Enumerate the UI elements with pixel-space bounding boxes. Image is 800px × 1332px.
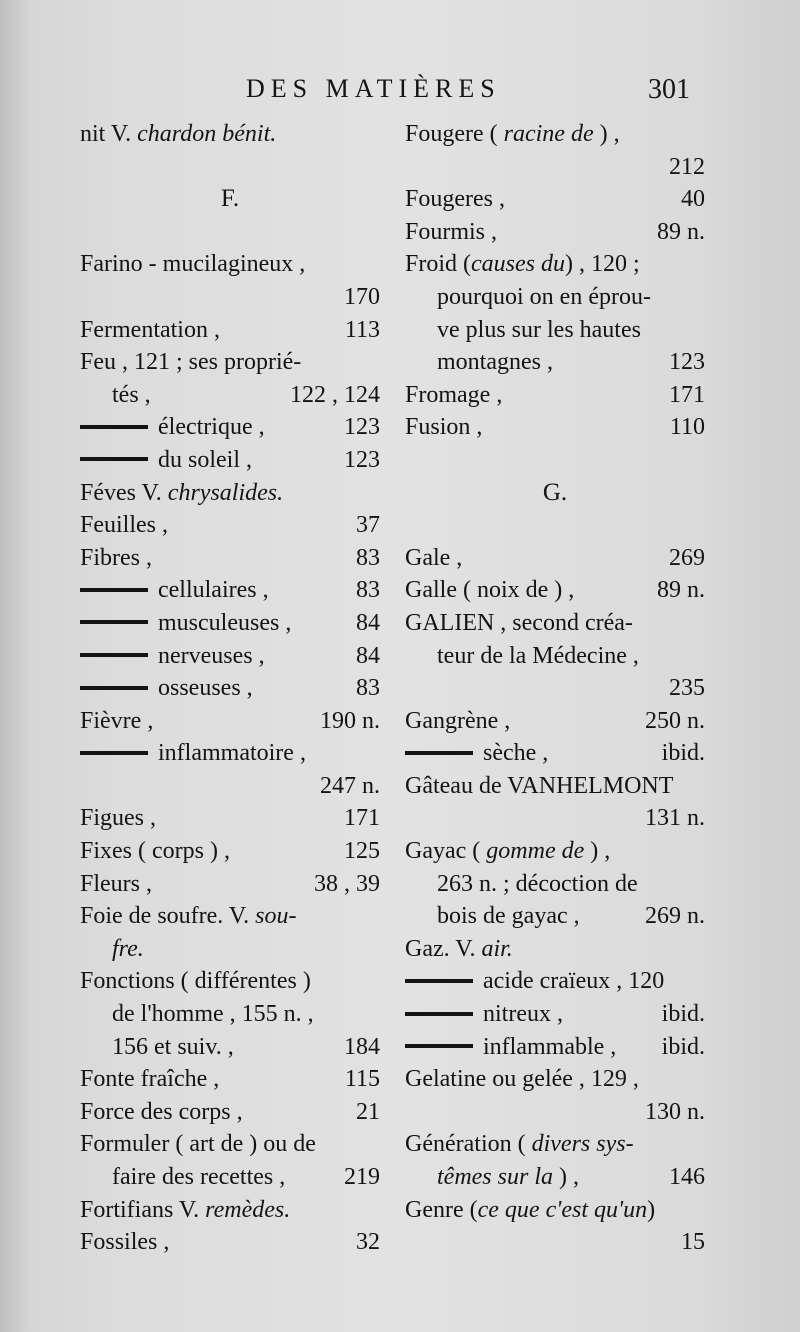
- index-entry-line: [80, 379, 380, 412]
- page-reference: 40: [681, 186, 705, 213]
- index-entry-line: [405, 216, 705, 249]
- index-entry-line: [80, 574, 380, 607]
- entry-text: Galle ( noix de ) ,: [405, 577, 575, 604]
- index-entry-line: [80, 118, 380, 151]
- index-entry-line: [80, 1128, 380, 1161]
- index-entry-line: [80, 672, 380, 705]
- index-entry-line: [405, 672, 705, 705]
- ditto-dash-mark: [80, 588, 148, 592]
- page-reference: 130 n.: [645, 1098, 705, 1125]
- page-reference: 212: [669, 153, 705, 180]
- entry-italic-text: chardon bénit.: [137, 121, 277, 147]
- entry-text: Feu , 121 ; ses proprié-: [80, 349, 302, 376]
- entry-text: Fibres ,: [80, 544, 152, 571]
- page-reference: 235: [669, 675, 705, 702]
- page-reference: ibid.: [661, 1001, 705, 1028]
- index-entry-line: [405, 1161, 705, 1194]
- page-reference: 113: [344, 316, 380, 343]
- page-reference: 125: [344, 838, 380, 865]
- entry-text: faire des recettes ,: [112, 1164, 286, 1190]
- entry-text: Genre (: [405, 1196, 478, 1223]
- page-reference: ibid.: [661, 1033, 705, 1060]
- index-entry-line: [80, 705, 380, 738]
- index-entry-line: [80, 248, 380, 281]
- index-entry-line: [405, 737, 705, 770]
- entry-text: Fonctions ( différentes ): [80, 968, 311, 995]
- entry-tail-text: ) ,: [553, 1164, 579, 1190]
- index-entry-line: [405, 346, 705, 379]
- entry-text: Féves V.: [80, 479, 168, 506]
- index-column-left: [80, 118, 380, 1259]
- index-entry-line: [80, 933, 380, 966]
- page-reference: 123: [344, 446, 380, 473]
- entry-text: G.: [542, 478, 568, 506]
- index-entry-line: [405, 900, 705, 933]
- index-entry-line: [405, 1128, 705, 1161]
- page-reference: 89 n.: [657, 218, 705, 245]
- ditto-dash-mark: [80, 686, 148, 690]
- entry-italic-text: racine de: [503, 121, 594, 147]
- index-entry-line: [80, 1063, 380, 1096]
- page-reference: 269: [669, 544, 705, 571]
- page-reference: 110: [669, 414, 705, 441]
- entry-tail-text: ) , 120 ;: [564, 251, 640, 278]
- page-reference: 38 , 39: [314, 870, 380, 897]
- entry-text: Fermentation ,: [80, 316, 220, 343]
- page-reference: 84: [356, 609, 380, 636]
- entry-text: Gaz. V.: [405, 935, 482, 962]
- index-entry-line: [405, 1031, 705, 1064]
- entry-text: Fromage ,: [405, 381, 503, 408]
- entry-text: 263 n. ; décoction de: [437, 870, 638, 897]
- entry-italic-text: têmes sur la: [437, 1164, 553, 1190]
- ditto-dash-mark: [80, 425, 148, 429]
- page-reference: 146: [669, 1164, 705, 1190]
- entry-text: Gayac (: [405, 838, 487, 865]
- index-entry-line: [80, 868, 380, 901]
- entry-text: du soleil ,: [158, 446, 252, 473]
- page-reference: 123: [669, 349, 705, 376]
- blank-line: [80, 216, 380, 249]
- entry-text: musculeuses ,: [158, 609, 292, 636]
- index-entry-line: [80, 1096, 380, 1129]
- entry-text: Fortifians V.: [80, 1196, 206, 1223]
- index-entry-line: [405, 933, 705, 966]
- ditto-dash-mark: [80, 751, 148, 755]
- index-entry-line: [80, 965, 380, 998]
- entry-text: nit V.: [80, 121, 138, 147]
- ditto-dash-mark: [405, 1044, 473, 1048]
- entry-text: inflammable ,: [483, 1033, 617, 1060]
- page-reference: 171: [669, 381, 705, 408]
- index-entry-line: [405, 542, 705, 575]
- index-entry-line: [80, 444, 380, 477]
- index-entry-line: [405, 607, 705, 640]
- entry-text: osseuses ,: [158, 675, 253, 702]
- index-entry-line: [80, 477, 380, 510]
- entry-italic-text: air.: [481, 935, 513, 962]
- index-entry-line: [405, 1096, 705, 1129]
- page-reference: 32: [356, 1229, 380, 1256]
- index-entry-line: [405, 998, 705, 1031]
- entry-text: cellulaires ,: [158, 577, 269, 604]
- entry-text: sèche ,: [483, 740, 549, 767]
- entry-text: électrique ,: [158, 414, 265, 441]
- ditto-dash-mark: [80, 653, 148, 657]
- page-reference: 37: [356, 512, 380, 539]
- index-entry-line: [80, 542, 380, 575]
- blank-line: [80, 151, 380, 184]
- entry-italic-text: remèdes.: [205, 1196, 291, 1223]
- index-entry-line: [405, 770, 705, 803]
- index-column-right: [405, 118, 705, 1259]
- index-entry-line: [80, 770, 380, 803]
- entry-italic-text: ce que c'est qu'un: [477, 1196, 648, 1223]
- index-entry-line: [405, 314, 705, 347]
- index-entry-line: [80, 737, 380, 770]
- index-entry-line: [80, 281, 380, 314]
- entry-text: Fleurs ,: [80, 870, 152, 897]
- entry-text: acide craïeux , 120: [483, 968, 665, 995]
- entry-text: Feuilles ,: [80, 512, 168, 539]
- page-reference: 83: [356, 675, 380, 702]
- index-entry-line: [80, 835, 380, 868]
- page-reference: 170: [344, 283, 380, 310]
- section-letter-heading: [80, 183, 380, 216]
- page-reference: 83: [356, 544, 380, 571]
- page-reference: 131 n.: [645, 805, 705, 832]
- page-reference: 184: [344, 1033, 380, 1060]
- entry-tail-text: ): [647, 1196, 656, 1223]
- page-reference: 122 , 124: [290, 381, 380, 408]
- index-entry-line: [405, 379, 705, 412]
- index-entry-line: [405, 118, 705, 151]
- entry-text: de l'homme , 155 n. ,: [112, 1001, 314, 1028]
- page-reference: 21: [356, 1098, 380, 1125]
- entry-text: teur de la Médecine ,: [437, 642, 639, 669]
- entry-text: pourquoi on en éprou-: [437, 283, 651, 310]
- index-entry-line: [405, 574, 705, 607]
- entry-text: nitreux ,: [483, 1001, 563, 1028]
- entry-text: Fossiles ,: [80, 1229, 170, 1256]
- entry-text: nerveuses ,: [158, 642, 265, 669]
- entry-text: ve plus sur les hautes: [437, 316, 641, 343]
- header-title: DES MATIÈRES: [246, 74, 501, 103]
- entry-text: GALIEN , second créa-: [405, 609, 633, 636]
- page-reference: 89 n.: [657, 577, 705, 604]
- index-entry-line: [405, 802, 705, 835]
- index-entry-line: [405, 1226, 705, 1259]
- entry-italic-text: gomme de: [486, 838, 585, 865]
- ditto-dash-mark: [80, 620, 148, 624]
- index-entry-line: [80, 509, 380, 542]
- entry-italic-text: sou-: [255, 903, 297, 930]
- index-entry-line: [405, 183, 705, 216]
- index-entry-line: [80, 998, 380, 1031]
- page-number: 301: [648, 74, 690, 105]
- entry-text: bois de gayac ,: [437, 903, 580, 930]
- index-entry-line: [405, 640, 705, 673]
- index-entry-line: [80, 411, 380, 444]
- entry-text: Gale ,: [405, 544, 463, 571]
- index-entry-line: [405, 151, 705, 184]
- entry-text: F.: [220, 185, 240, 213]
- index-entry-line: [405, 281, 705, 314]
- page-reference: 190 n.: [320, 707, 380, 734]
- entry-italic-text: causes du: [471, 251, 565, 278]
- index-entry-line: [80, 802, 380, 835]
- page-reference: 171: [344, 805, 380, 832]
- entry-text: Fougere (: [405, 121, 504, 147]
- entry-text: Gâteau de VANHELMONT: [405, 772, 674, 799]
- index-entry-line: [80, 1194, 380, 1227]
- page-reference: 115: [344, 1066, 380, 1093]
- entry-text: Fièvre ,: [80, 707, 154, 734]
- blank-line: [405, 444, 705, 477]
- entry-text: montagnes ,: [437, 349, 553, 376]
- page-reference: 269 n.: [645, 903, 705, 930]
- section-letter-heading: [405, 477, 705, 510]
- index-entry-line: [80, 346, 380, 379]
- ditto-dash-mark: [405, 979, 473, 983]
- entry-text: tés ,: [112, 381, 151, 408]
- entry-text: Formuler ( art de ) ou de: [80, 1131, 316, 1158]
- entry-text: Foie de soufre. V.: [80, 903, 256, 930]
- index-entry-line: [405, 248, 705, 281]
- index-entry-line: [405, 868, 705, 901]
- entry-text: Fonte fraîche ,: [80, 1066, 220, 1093]
- entry-italic-text: chrysalides.: [167, 479, 284, 506]
- index-entry-line: [80, 640, 380, 673]
- page-reference: 123: [344, 414, 380, 441]
- entry-text: Froid (: [405, 251, 471, 278]
- ditto-dash-mark: [80, 457, 148, 461]
- page-reference: 247 n.: [320, 772, 380, 799]
- index-entry-line: [405, 965, 705, 998]
- index-entry-line: [405, 835, 705, 868]
- index-entry-line: [80, 900, 380, 933]
- ditto-dash-mark: [405, 1012, 473, 1016]
- entry-text: inflammatoire ,: [158, 740, 306, 767]
- entry-text: Gangrène ,: [405, 707, 511, 734]
- running-header: [0, 72, 800, 108]
- page-reference: 83: [356, 577, 380, 604]
- entry-text: Gelatine ou gelée , 129 ,: [405, 1066, 639, 1093]
- index-entry-line: [80, 1226, 380, 1259]
- entry-text: Figues ,: [80, 805, 157, 832]
- blank-line: [405, 509, 705, 542]
- entry-tail-text: ) ,: [593, 121, 620, 147]
- entry-text: Fourmis ,: [405, 218, 498, 245]
- index-entry-line: [80, 314, 380, 347]
- entry-italic-text: divers sys-: [531, 1131, 634, 1158]
- page-reference: 84: [356, 642, 380, 669]
- entry-text: 156 et suiv. ,: [112, 1033, 234, 1060]
- index-entry-line: [405, 1194, 705, 1227]
- page-reference: 15: [681, 1229, 705, 1256]
- index-entry-line: [80, 607, 380, 640]
- index-entry-line: [80, 1161, 380, 1194]
- index-entry-line: [405, 1063, 705, 1096]
- entry-text: Force des corps ,: [80, 1098, 243, 1125]
- entry-text: Fusion ,: [405, 414, 483, 441]
- entry-text: Fougeres ,: [405, 186, 505, 213]
- entry-text: Fixes ( corps ) ,: [80, 838, 230, 865]
- page-reference: 250 n.: [645, 707, 705, 734]
- index-entry-line: [405, 705, 705, 738]
- page-reference: ibid.: [661, 740, 705, 767]
- index-entry-line: [80, 1031, 380, 1064]
- entry-italic-text: fre.: [112, 935, 144, 962]
- entry-tail-text: ) ,: [584, 838, 611, 865]
- ditto-dash-mark: [405, 751, 473, 755]
- index-entry-line: [405, 411, 705, 444]
- entry-text: Génération (: [405, 1131, 532, 1158]
- entry-text: Farino - mucilagineux ,: [80, 251, 306, 278]
- page-reference: 219: [344, 1164, 380, 1190]
